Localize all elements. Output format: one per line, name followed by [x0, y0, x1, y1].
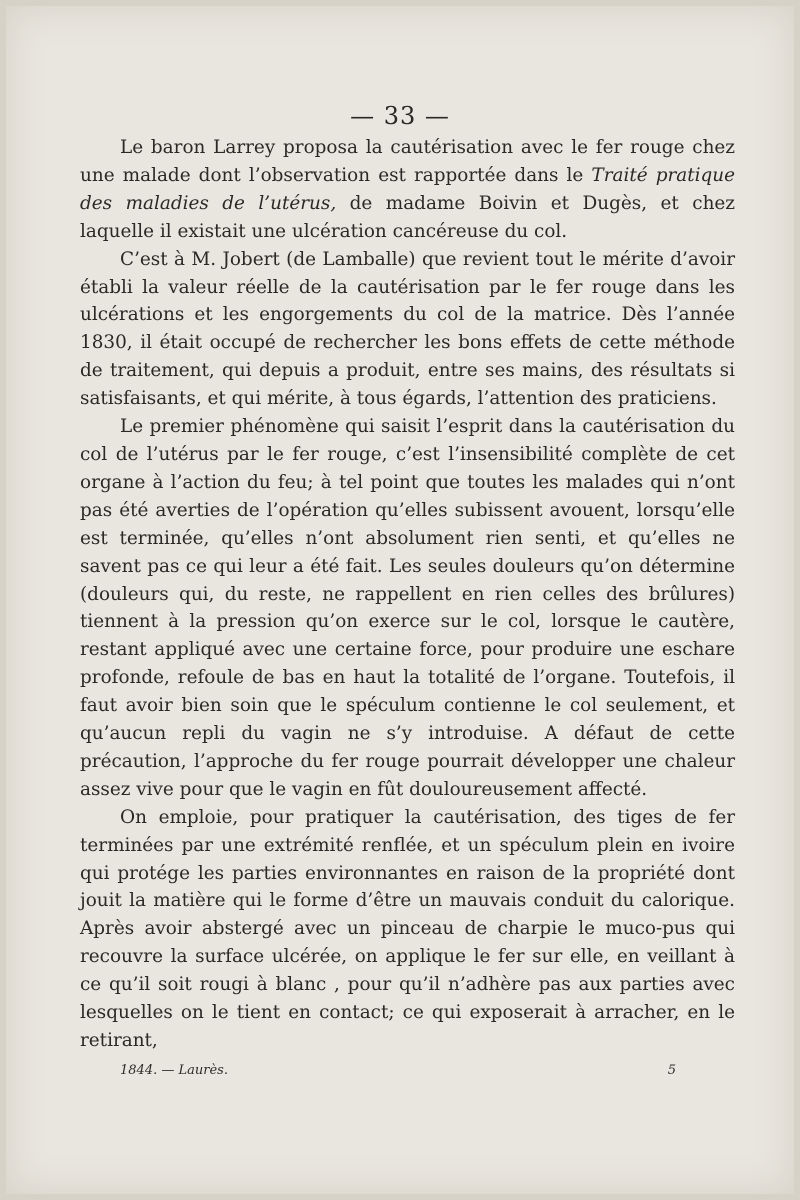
body-text: [80, 134, 735, 1055]
paragraph-3: Le premier phénomène qui saisit l’esprit dans la cautérisation du col de l’utérus par le fer rouge, c’est l’insensibilité complète de cet organe à l’action du feu; à tel point que toutes les malades qui n’ont pas été averties de l’opération qu’elles subissent avouent, lorsqu’elle est terminée, qu’elles n’ont absolument rien senti, et qu’elles ne savent pas ce qui leur a été fait. Les seules douleurs qu’on détermine (douleurs qui, du reste, ne rappellent en rien celles des brûlures) tiennent à la pression qu’on exerce sur le col, lorsque le cautère, restant appliqué avec une certaine force, pour produire une eschare profonde, refoule de bas en haut la totalité de l’organe. Toutefois, il faut avoir bien soin que le spéculum contienne le col seulement, et qu’aucun repli du vagin ne s’y introduise. A défaut de cette précaution, l’approche du fer rouge pourrait développer une chaleur assez vive pour que le vagin en fût douloureusement affecté.: [80, 416, 735, 800]
signature-line: [120, 1063, 676, 1078]
paragraph-2: C’est à M. Jobert (de Lamballe) que revient tout le mérite d’avoir établi la valeur réelle de la cautérisation par le fer rouge dans les ulcérations et les engorgements du col de la matrice. Dès l’année 1830, il était occupé de rechercher les bons effets de cette méthode de traitement, qui depuis a produit, entre ses mains, des résultats si satisfaisants, et qui mérite, à tous égards, l’attention des praticiens.: [80, 248, 735, 410]
page-number: — 33 —: [350, 102, 450, 130]
gathering-number: 5: [667, 1063, 676, 1078]
paragraph-1-start: Le baron Larrey proposa la cautérisation avec le fer rouge chez une malade dont l’observation est rapportée dans le: [80, 137, 735, 186]
paragraph-4: On emploie, pour pratiquer la cautérisation, des tiges de fer terminées par une extrémité renflée, et un spéculum plein en ivoire qui protége les parties environnantes en raison de la propriété dont jouit la matière qui le forme d’être un mauvais conduit du calorique. Après avoir abstergé avec un pinceau de charpie le muco-pus qui recouvre la surface ulcérée, on applique le fer sur elle, en veillant à ce qu’il soit rougi à blanc , pour qu’il n’adhère pas aux parties avec lesquelles on le tient en contact; ce qui exposerait à arracher, en le retirant,: [80, 806, 735, 1051]
book-page: [6, 6, 794, 1194]
signature-mark: 1844. — Laurès.: [120, 1063, 228, 1078]
book-title-italic: Traité pratique des maladies de l’utérus,: [80, 164, 736, 214]
paragraph-1: [80, 134, 735, 246]
paragraph-1-end: de madame Boivin et Dugès, et chez laquelle il existait une ulcération cancéreuse du col.: [80, 192, 735, 242]
